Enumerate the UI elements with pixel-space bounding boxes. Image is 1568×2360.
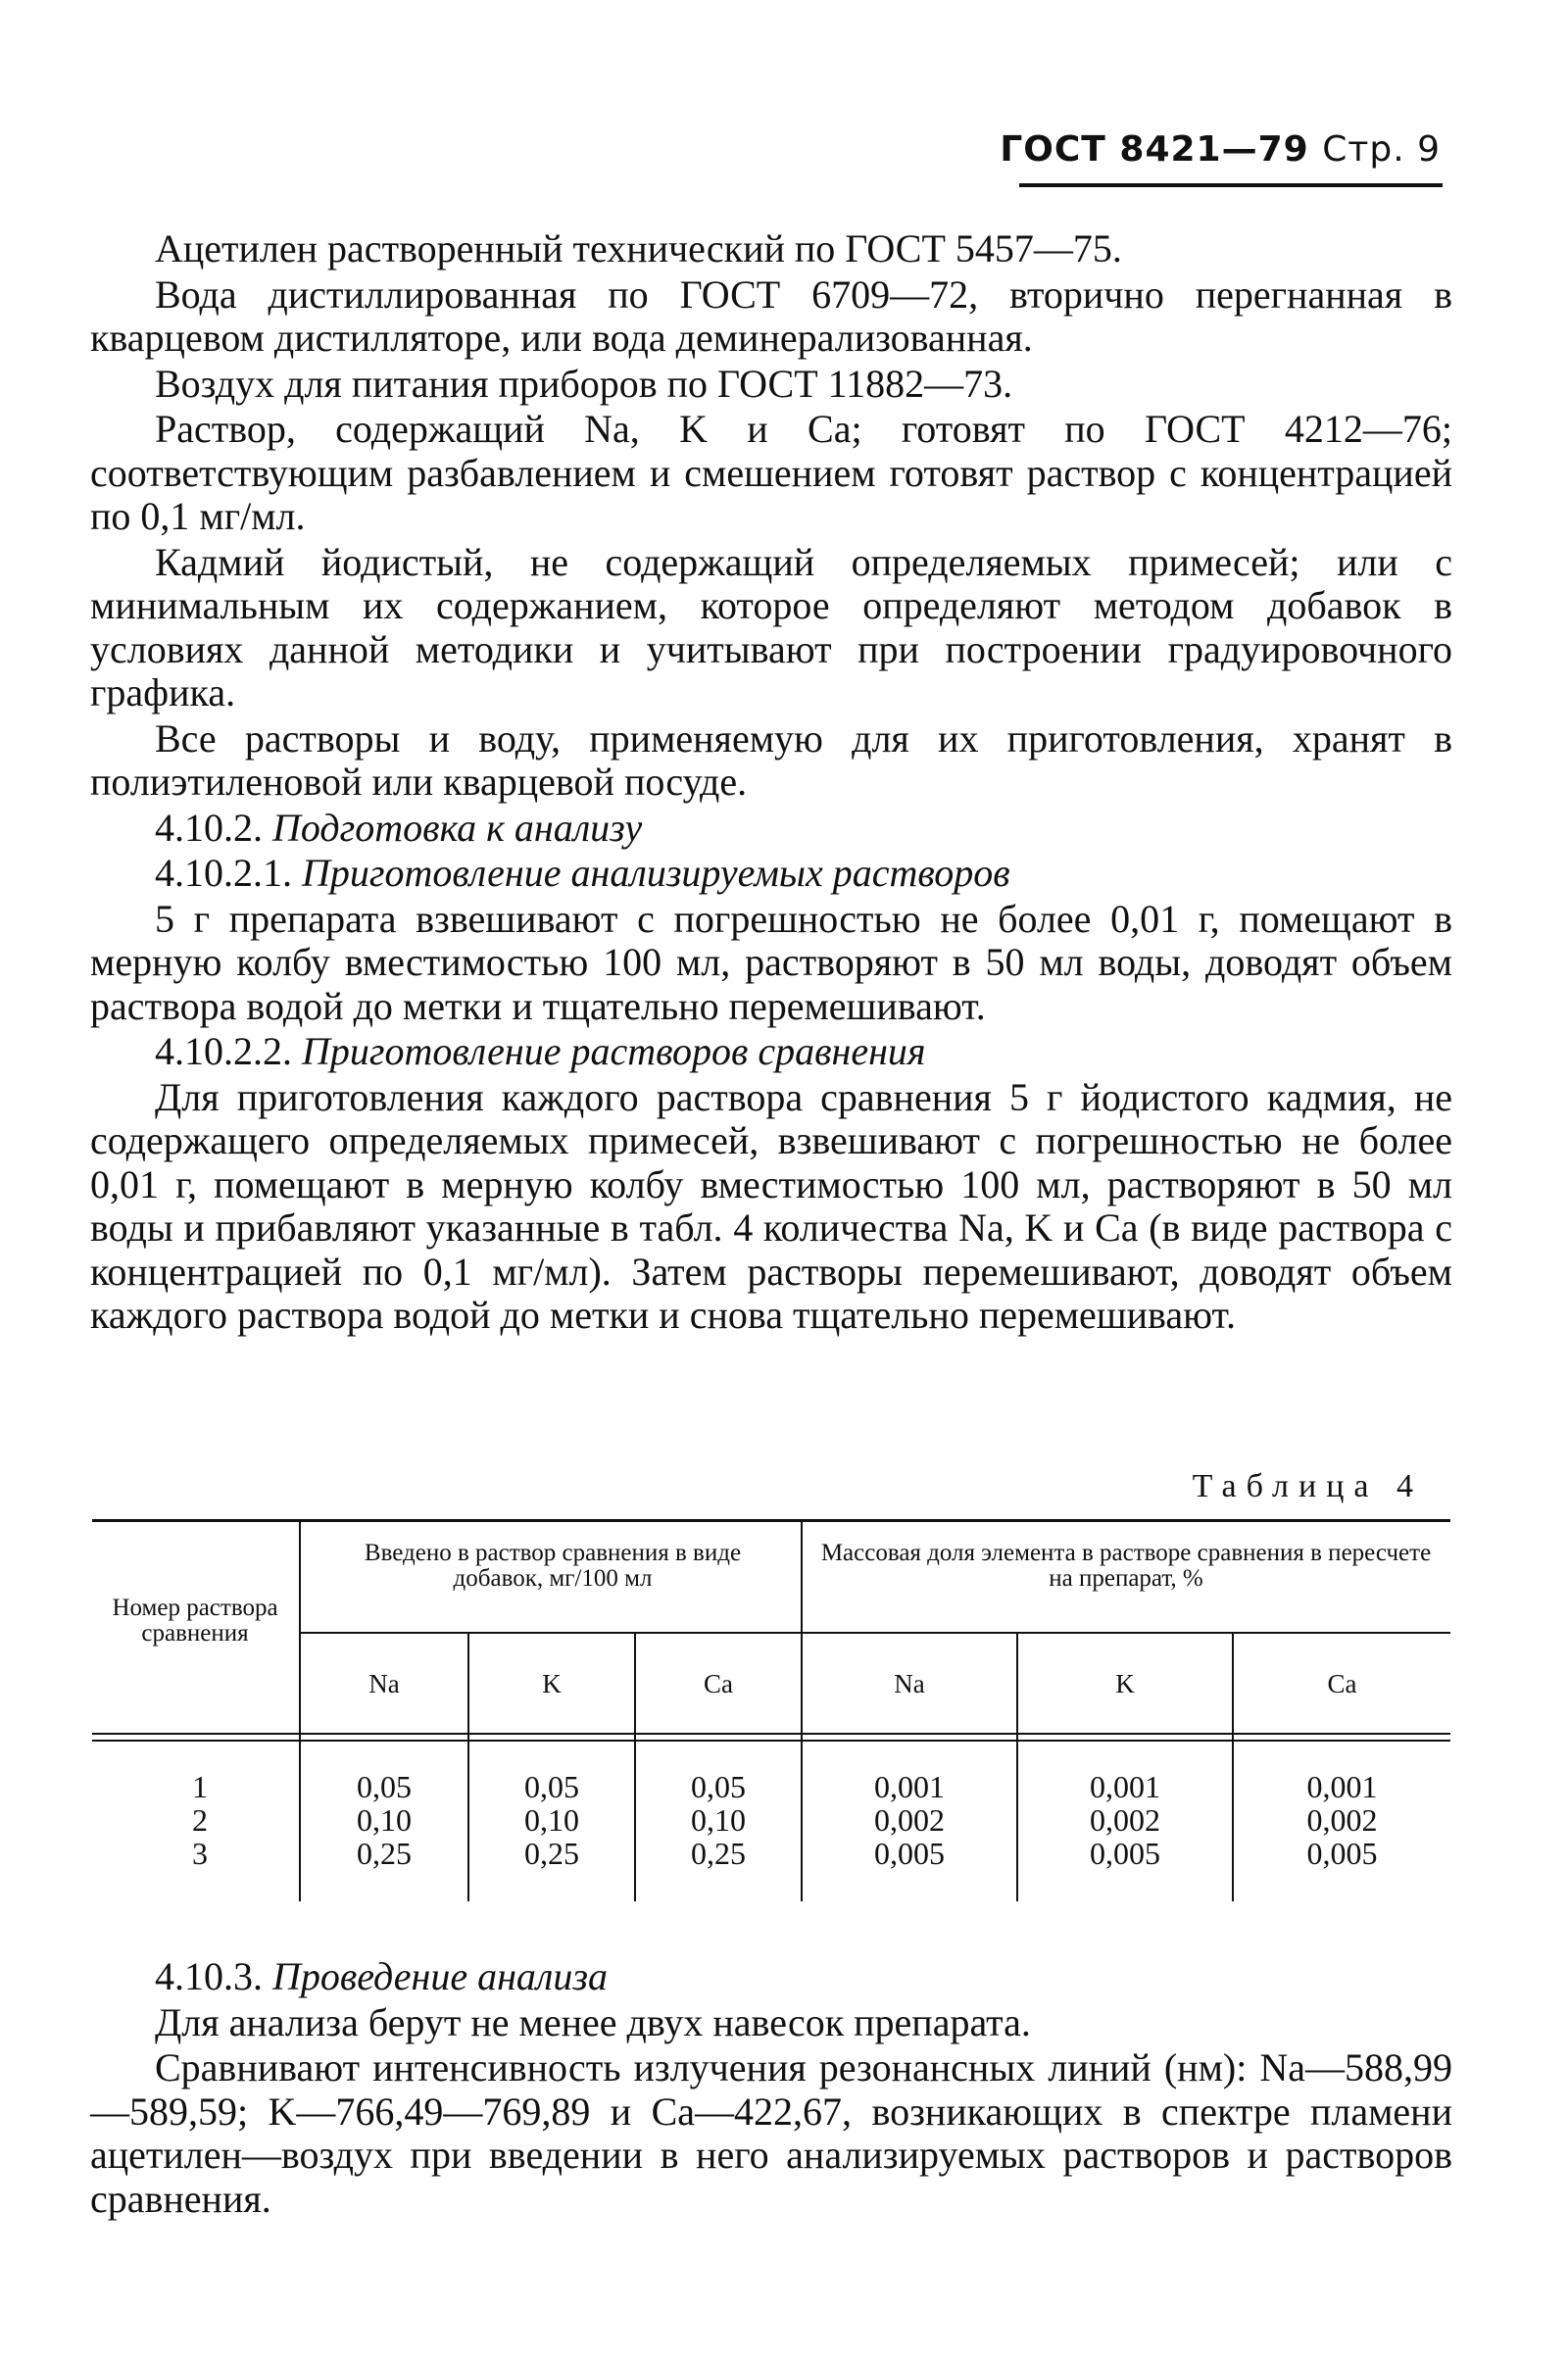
section-heading-4-10-2-1	[90, 852, 1452, 896]
section-number: 4.10.2.2.	[155, 1029, 292, 1073]
paragraph: Все растворы и воду, применяемую для их приготовления, хранят в полиэтиленовой или кварцевой посуде.	[90, 715, 1452, 804]
table-header-rule-2	[92, 1740, 1450, 1742]
table-column-fraction-na	[803, 1770, 1016, 1870]
section-heading-4-10-2	[90, 807, 1452, 851]
table-header-rule-1	[92, 1733, 1450, 1735]
table-cell: 0,10	[357, 1802, 412, 1838]
row-header-label: Номер раствора сравнения	[112, 1595, 278, 1647]
table-caption: Таблица 4	[1192, 1468, 1423, 1504]
table-cell: 3	[192, 1836, 208, 1871]
table-cell: 0,25	[357, 1836, 412, 1871]
table-cell: 0,002	[1090, 1802, 1160, 1838]
table-cell: 0,05	[524, 1769, 579, 1804]
table-cell: 0,005	[1090, 1836, 1160, 1871]
paragraph: Воздух для питания приборов по ГОСТ 11882—73.	[155, 361, 1013, 406]
body-text-bottom	[90, 1955, 1452, 2223]
table-cell: 0,25	[524, 1836, 579, 1871]
table-column-added-k	[469, 1770, 634, 1870]
table-cell: 0,05	[691, 1769, 746, 1804]
header-page-number: Стр. 9	[1322, 129, 1441, 170]
table-column-fraction-ca	[1234, 1770, 1450, 1870]
running-header	[1000, 129, 1441, 170]
subheader-ca: Ca	[704, 1669, 733, 1698]
section-title: Приготовление растворов сравнения	[302, 1029, 926, 1073]
section-title: Подготовка к анализу	[272, 805, 643, 850]
subheader-k: K	[542, 1669, 562, 1698]
paragraph: Раствор, содержащий Na, K и Ca; готовят по ГОСТ 4212—76; соответствующим разбавлением и смешением готовят раствор с концентрацией по 0,1 мг/мл.	[90, 407, 1452, 538]
group-header-added: Введено в раствор сравнения в виде добавок, мг/100 мл	[364, 1540, 742, 1592]
section-number: 4.10.2.	[155, 805, 263, 850]
section-heading-4-10-2-2	[90, 1030, 1452, 1074]
section-title: Проведение анализа	[272, 1954, 608, 1998]
table-column-number	[180, 1770, 220, 1870]
table-cell: 1	[192, 1769, 208, 1804]
table-cell: 0,001	[1090, 1769, 1160, 1804]
table-cell: 0,005	[1306, 1836, 1378, 1871]
paragraph: Для приготовления каждого раствора сравнения 5 г йодистого кадмия, не содержащего определяемых примесей, взвешивают с погрешностью не более 0,01 г, помещают в мерную колбу вместимостью 100 мл, растворяют в 50 мл воды и прибавляют указанные в табл. 4 количества Na, K и Ca (в виде раствора с концентрацией по 0,1 мг/мл). Затем растворы перемешивают, доводят объем каждого раствора водой до метки и снова тщательно перемешивают.	[90, 1074, 1452, 1337]
subheader-k: K	[1115, 1669, 1135, 1698]
table-cell: 0,25	[691, 1836, 746, 1871]
table-group-rule	[300, 1632, 1450, 1634]
table-cell: 0,10	[524, 1802, 579, 1838]
table-column-added-ca	[636, 1770, 801, 1870]
paragraph: Ацетилен растворенный технический по ГОСТ 5457—75.	[155, 226, 1122, 270]
header-rule	[1019, 183, 1443, 187]
header-doc-number: ГОСТ 8421—79	[1000, 129, 1309, 170]
table-4	[92, 1519, 1450, 1901]
paragraph: 5 г препарата взвешивают с погрешностью не более 0,01 г, помещают в мерную колбу вместимостью 100 мл, растворяют в 50 мл воды, доводят объем раствора водой до метки и тщательно перемешивают.	[90, 896, 1452, 1028]
paragraph: Кадмий йодистый, не содержащий определяемых примесей; или с минимальным их содержанием, которое определяют методом добавок в условиях данной методики и учитывают при построении градуировочного графика.	[90, 539, 1452, 714]
paragraph: Сравнивают интенсивность излучения резонансных линий (нм): Na—588,99—589,59; K—766,49—769,89 и Ca—422,67, возникающих в спектре пламени ацетилен—воздух при введении в него анализируемых растворов и растворов сравнения.	[90, 2045, 1452, 2221]
table-cell: 0,005	[874, 1836, 945, 1871]
table-cell: 0,05	[357, 1769, 412, 1804]
section-heading-4-10-3	[90, 1955, 1452, 1999]
section-number: 4.10.3.	[155, 1954, 263, 1998]
group-header-mass-fraction: Массовая доля элемента в растворе сравнения в пересчете на препарат, %	[820, 1540, 1432, 1592]
table-cell: 0,002	[1306, 1802, 1378, 1838]
table-cell: 0,10	[691, 1802, 746, 1838]
subheader-ca: Ca	[1327, 1669, 1357, 1698]
section-number: 4.10.2.1.	[155, 851, 292, 895]
paragraph: Вода дистиллированная по ГОСТ 6709—72, вторично перегнанная в кварцевом дистилляторе, или вода деминерализованная.	[90, 271, 1452, 360]
paragraph: Для анализа берут не менее двух навесок препарата.	[155, 1999, 1031, 2044]
subheader-na: Na	[894, 1669, 925, 1698]
table-cell: 0,002	[874, 1802, 945, 1838]
table-cell: 2	[192, 1802, 208, 1838]
section-title: Приготовление анализируемых растворов	[302, 851, 1010, 895]
table-column-fraction-k	[1018, 1770, 1232, 1870]
table-column-added-na	[301, 1770, 467, 1870]
table-cell: 0,001	[874, 1769, 945, 1804]
body-text-top	[90, 227, 1452, 1340]
table-cell: 0,001	[1306, 1769, 1378, 1804]
table-top-rule	[92, 1519, 1450, 1522]
subheader-na: Na	[368, 1669, 400, 1698]
